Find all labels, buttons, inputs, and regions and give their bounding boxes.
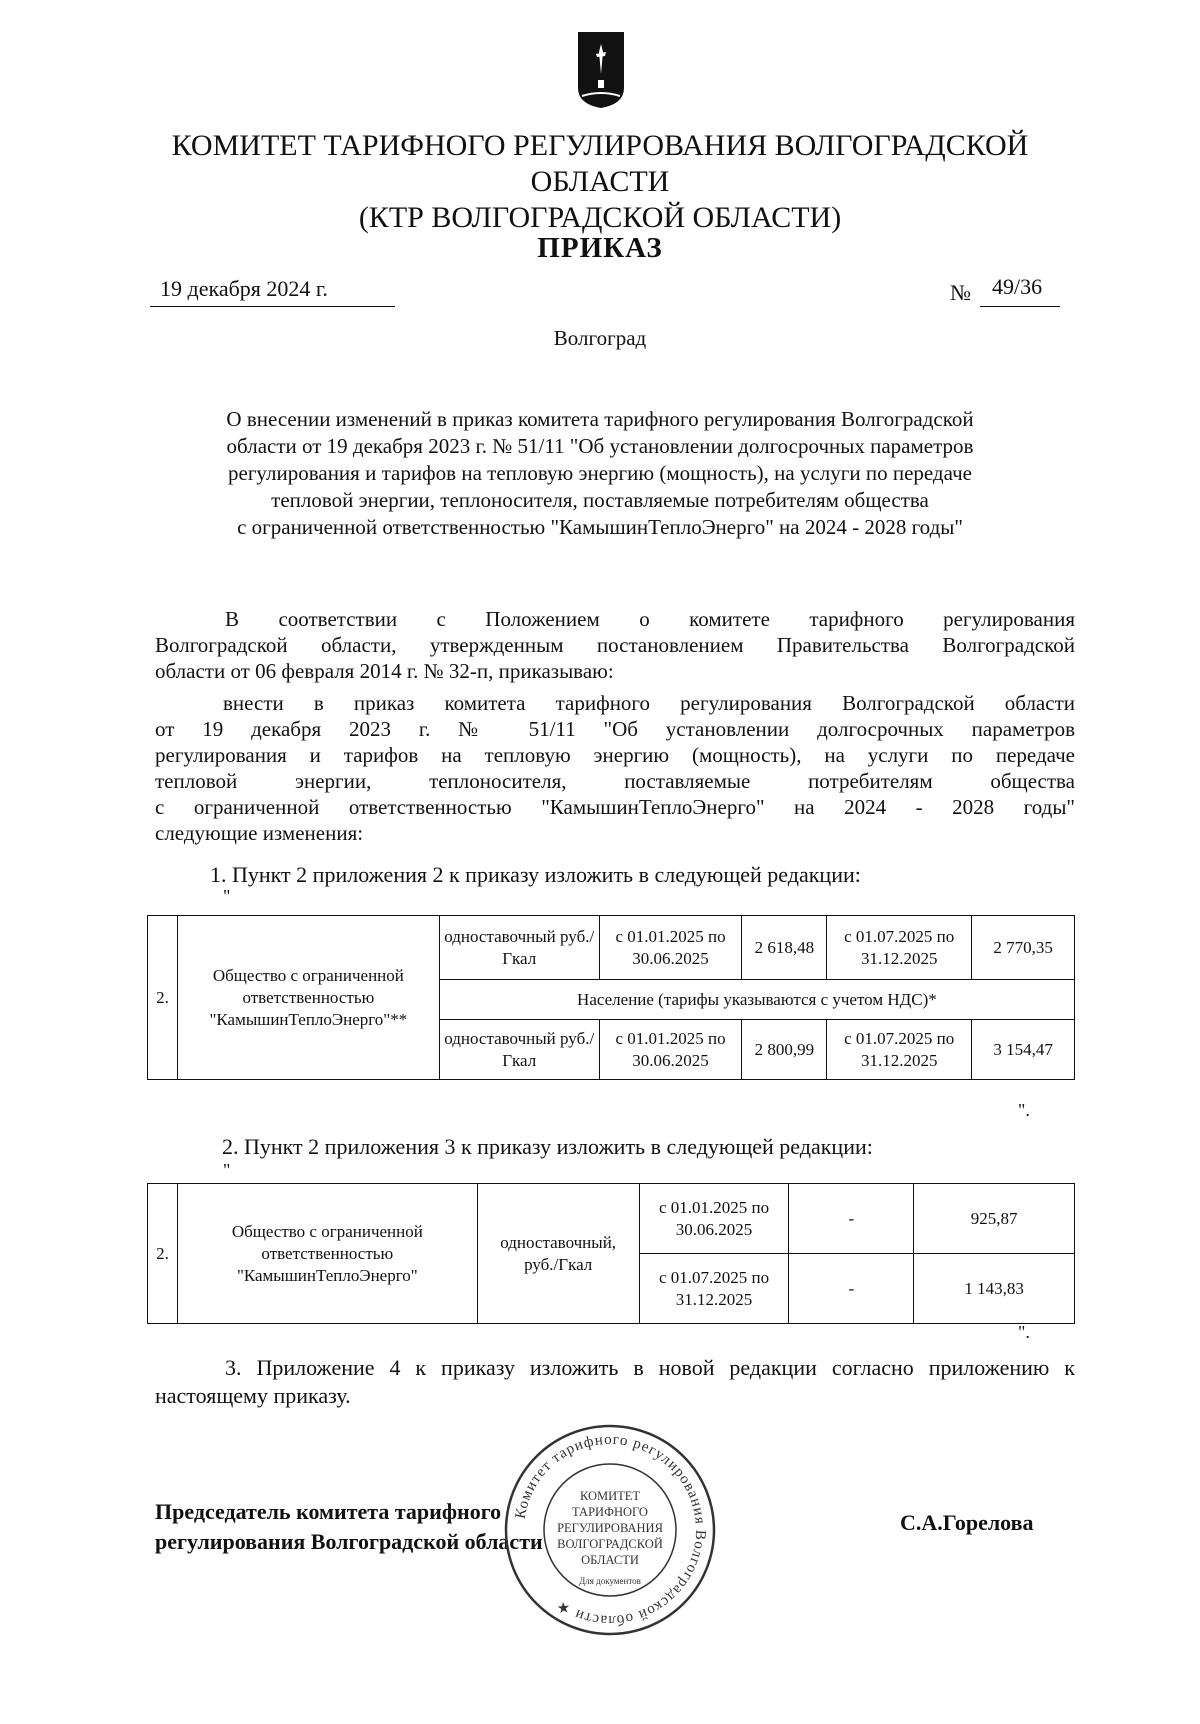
tariff-table-1 bbox=[147, 915, 1075, 1080]
table-row bbox=[148, 1184, 1075, 1254]
period-cell: с 01.07.2025 по 31.12.2025 bbox=[827, 916, 972, 980]
paragraph-line: Волгоградской области, утвержденным постановлением Правительства Волгоградской bbox=[155, 633, 1075, 657]
period-cell: с 01.07.2025 по 31.12.2025 bbox=[827, 1020, 972, 1080]
value-cell: 3 154,47 bbox=[972, 1020, 1075, 1080]
number-underline bbox=[980, 306, 1060, 307]
value-cell: 2 618,48 bbox=[742, 916, 827, 980]
item-3: 3. Приложение 4 к приказу изложить в новой редакции согласно приложению к настоящему приказу. bbox=[155, 1355, 1075, 1408]
close-quote: ". bbox=[1018, 1100, 1030, 1120]
value-cell: 2 770,35 bbox=[972, 916, 1075, 980]
dash-cell: - bbox=[789, 1254, 914, 1324]
signer-name: С.А.Горелова bbox=[900, 1510, 1034, 1535]
org-name-line1: КОМИТЕТ ТАРИФНОГО РЕГУЛИРОВАНИЯ ВОЛГОГРАДСКОЙ ОБЛАСТИ bbox=[171, 129, 1029, 198]
subject-line: регулирования и тарифов на тепловую энергию (мощность), на услуги по передаче bbox=[228, 461, 972, 485]
svg-text:ОБЛАСТИ: ОБЛАСТИ bbox=[581, 1553, 639, 1567]
value-cell: 2 800,99 bbox=[742, 1020, 827, 1080]
doc-type: ПРИКАЗ bbox=[537, 232, 663, 264]
paragraph-line: области от 06 февраля 2014 г. № 32-п, приказываю: bbox=[155, 659, 614, 683]
subject bbox=[160, 406, 1040, 541]
svg-text:Для документов: Для документов bbox=[579, 1576, 641, 1586]
subject-line: О внесении изменений в приказ комитета тарифного регулирования Волгоградской bbox=[226, 407, 974, 431]
svg-text:ВОЛГОГРАДСКОЙ: ВОЛГОГРАДСКОЙ bbox=[557, 1537, 663, 1551]
svg-text:Комитет тарифного регулировани: Комитет тарифного регулирования Волгоградской области ★ bbox=[512, 1431, 709, 1629]
doc-date: 19 декабря 2024 г. bbox=[160, 276, 328, 301]
paragraph-line: с ограниченной ответственностью "КамышинТеплоЭнерго" на 2024 - 2028 годы" bbox=[155, 795, 1075, 819]
official-seal-icon bbox=[500, 1420, 720, 1640]
subject-line: с ограниченной ответственностью "КамышинТеплоЭнерго" на 2024 - 2028 годы" bbox=[237, 515, 963, 539]
table-row bbox=[148, 916, 1075, 980]
item-2: 2. Пункт 2 приложения 3 к приказу изложить в следующей редакции: bbox=[222, 1134, 873, 1159]
svg-text:ТАРИФНОГО: ТАРИФНОГО bbox=[572, 1505, 648, 1519]
signer-title-line: Председатель комитета тарифного bbox=[155, 1499, 502, 1524]
paragraph-line: регулирования и тарифов на тепловую энергию (мощность), на услуги по передаче bbox=[155, 743, 1075, 767]
rate-type-cell: одноставочный руб./Гкал bbox=[439, 916, 599, 980]
open-quote: " bbox=[223, 886, 231, 906]
paragraph-changes bbox=[155, 690, 1075, 846]
paragraph-line: следующие изменения: bbox=[155, 821, 364, 845]
svg-text:РЕГУЛИРОВАНИЯ: РЕГУЛИРОВАНИЯ bbox=[557, 1521, 663, 1535]
rate-type-cell: одноставочный руб./Гкал bbox=[439, 1020, 599, 1080]
paragraph-line: тепловой энергии, теплоносителя, поставляемые потребителям общества bbox=[155, 769, 1075, 793]
subject-line: тепловой энергии, теплоносителя, поставляемые потребителям общества bbox=[271, 488, 929, 512]
rate-type-cell: одноставочный, руб./Гкал bbox=[477, 1184, 639, 1324]
period-cell: с 01.01.2025 по 30.06.2025 bbox=[599, 1020, 742, 1080]
paragraph-line: В соответствии с Положением о комитете тарифного регулирования bbox=[225, 607, 1075, 631]
number-label: № bbox=[950, 280, 971, 305]
tariff-table-2 bbox=[147, 1183, 1075, 1324]
subject-line: области от 19 декабря 2023 г. № 51/11 "Об установлении долгосрочных параметров bbox=[226, 434, 974, 458]
value-cell: 925,87 bbox=[914, 1184, 1075, 1254]
city: Волгоград bbox=[553, 326, 647, 350]
period-cell: с 01.07.2025 по 31.12.2025 bbox=[639, 1254, 789, 1324]
org-cell: Общество с ограниченной ответственностью "КамышинТеплоЭнерго"** bbox=[177, 916, 439, 1080]
date-underline bbox=[150, 306, 395, 307]
svg-text:КОМИТЕТ: КОМИТЕТ bbox=[579, 1489, 641, 1503]
org-name bbox=[100, 128, 1100, 236]
item-1: 1. Пункт 2 приложения 2 к приказу изложить в следующей редакции: bbox=[210, 862, 861, 887]
row-number: 2. bbox=[148, 916, 178, 1080]
doc-number: 49/36 bbox=[992, 274, 1043, 299]
coat-of-arms-icon bbox=[576, 30, 626, 110]
period-cell: с 01.01.2025 по 30.06.2025 bbox=[599, 916, 742, 980]
paragraph-line: от 19 декабря 2023 г. № 51/11 "Об установлении долгосрочных параметров bbox=[155, 717, 1075, 741]
row-number: 2. bbox=[148, 1184, 178, 1324]
signer-title-line: регулирования Волгоградской области bbox=[155, 1529, 543, 1554]
close-quote: ". bbox=[1018, 1322, 1030, 1342]
open-quote: " bbox=[223, 1160, 231, 1180]
paragraph-basis bbox=[155, 606, 1075, 684]
org-cell: Общество с ограниченной ответственностью "КамышинТеплоЭнерго" bbox=[177, 1184, 477, 1324]
dash-cell: - bbox=[789, 1184, 914, 1254]
paragraph-line: внести в приказ комитета тарифного регулирования Волгоградской области bbox=[223, 691, 1075, 715]
signer-title bbox=[155, 1497, 543, 1557]
value-cell: 1 143,83 bbox=[914, 1254, 1075, 1324]
population-note: Население (тарифы указываются с учетом НДС)* bbox=[439, 980, 1074, 1020]
period-cell: с 01.01.2025 по 30.06.2025 bbox=[639, 1184, 789, 1254]
org-name-line2: (КТР ВОЛГОГРАДСКОЙ ОБЛАСТИ) bbox=[358, 201, 842, 234]
